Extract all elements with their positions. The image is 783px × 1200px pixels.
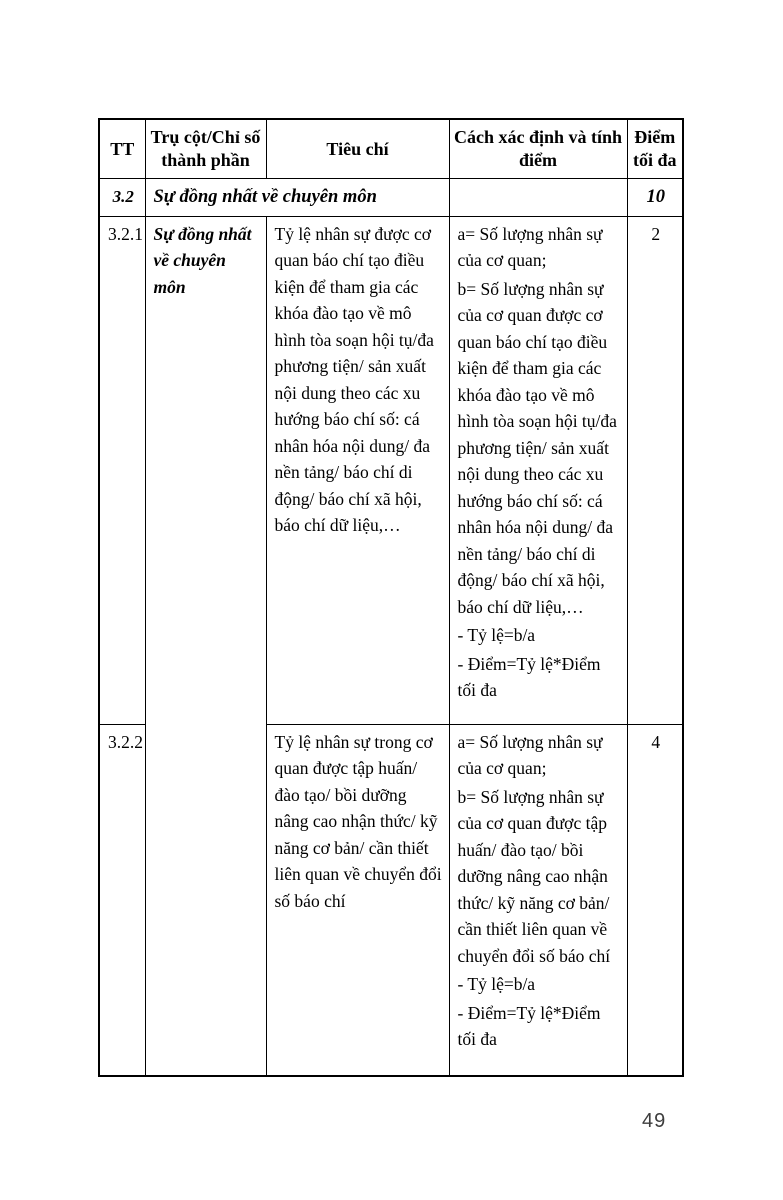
section-method-empty-cell: [449, 178, 627, 216]
column-header-component: Trụ cột/Chỉ số thành phần: [145, 119, 266, 178]
max-score-cell: 2: [627, 216, 683, 724]
column-header-criteria: Tiêu chí: [266, 119, 449, 178]
max-score-cell: 4: [627, 724, 683, 1076]
scoring-rubric-table: [98, 118, 684, 1077]
method-line: - Tỷ lệ=b/a: [457, 625, 536, 645]
method-line: a= Số lượng nhân sự của cơ quan;: [457, 223, 603, 270]
criteria-cell: Tỷ lệ nhân sự trong cơ quan được tập huấn/ đào tạo/ bồi dưỡng nâng cao nhận thức/ kỹ năng cơ bản/ cần thiết liên quan về chuyển đổi số báo chí: [266, 724, 449, 1076]
section-number: 3.2: [99, 178, 145, 216]
column-header-tt: TT: [99, 119, 145, 178]
method-line: - Điểm=Tỷ lệ*Điểm tối đa: [457, 1002, 601, 1049]
method-line: - Tỷ lệ=b/a: [457, 974, 536, 994]
column-header-max-score: Điểm tối đa: [627, 119, 683, 178]
section-row-3-2: [99, 178, 683, 216]
criteria-cell: Tỷ lệ nhân sự được cơ quan báo chí tạo điều kiện để tham gia các khóa đào tạo về mô hình tòa soạn hội tụ/đa phương tiện/ sản xuất nội dung theo các xu hướng báo chí số: cá nhân hóa nội dung/ đa nền tảng/ báo chí di động/ báo chí xã hội, báo chí dữ liệu,…: [266, 216, 449, 724]
section-title: Sự đồng nhất về chuyên môn: [145, 178, 449, 216]
column-header-method: Cách xác định và tính điểm: [449, 119, 627, 178]
row-number: 3.2.2: [99, 724, 145, 1076]
table-row-3-2-1: [99, 216, 683, 724]
method-line: b= Số lượng nhân sự của cơ quan được cơ quan báo chí tạo điều kiện để tham gia các khóa đào tạo về mô hình tòa soạn hội tụ/đa phương tiện/ sản xuất nội dung theo các xu hướng báo chí số: cá nhân hóa nội dung/ đa nền tảng/ báo chí di động/ báo chí xã hội, báo chí dữ liệu,…: [457, 278, 617, 617]
method-cell: [449, 724, 627, 1076]
method-line: b= Số lượng nhân sự của cơ quan được tập huấn/ đào tạo/ bồi dưỡng nâng cao nhận thức/ kỹ năng cơ bản/ cần thiết liên quan về chuyển đổi số báo chí: [457, 786, 611, 966]
method-line: - Điểm=Tỷ lệ*Điểm tối đa: [457, 653, 601, 700]
row-number: 3.2.1: [99, 216, 145, 724]
method-cell: [449, 216, 627, 724]
method-line: a= Số lượng nhân sự của cơ quan;: [457, 731, 603, 778]
section-max-score: 10: [627, 178, 683, 216]
component-cell: Sự đồng nhất về chuyên môn: [145, 216, 266, 1076]
table-header-row: [99, 119, 683, 178]
page-number: 49: [642, 1110, 667, 1132]
